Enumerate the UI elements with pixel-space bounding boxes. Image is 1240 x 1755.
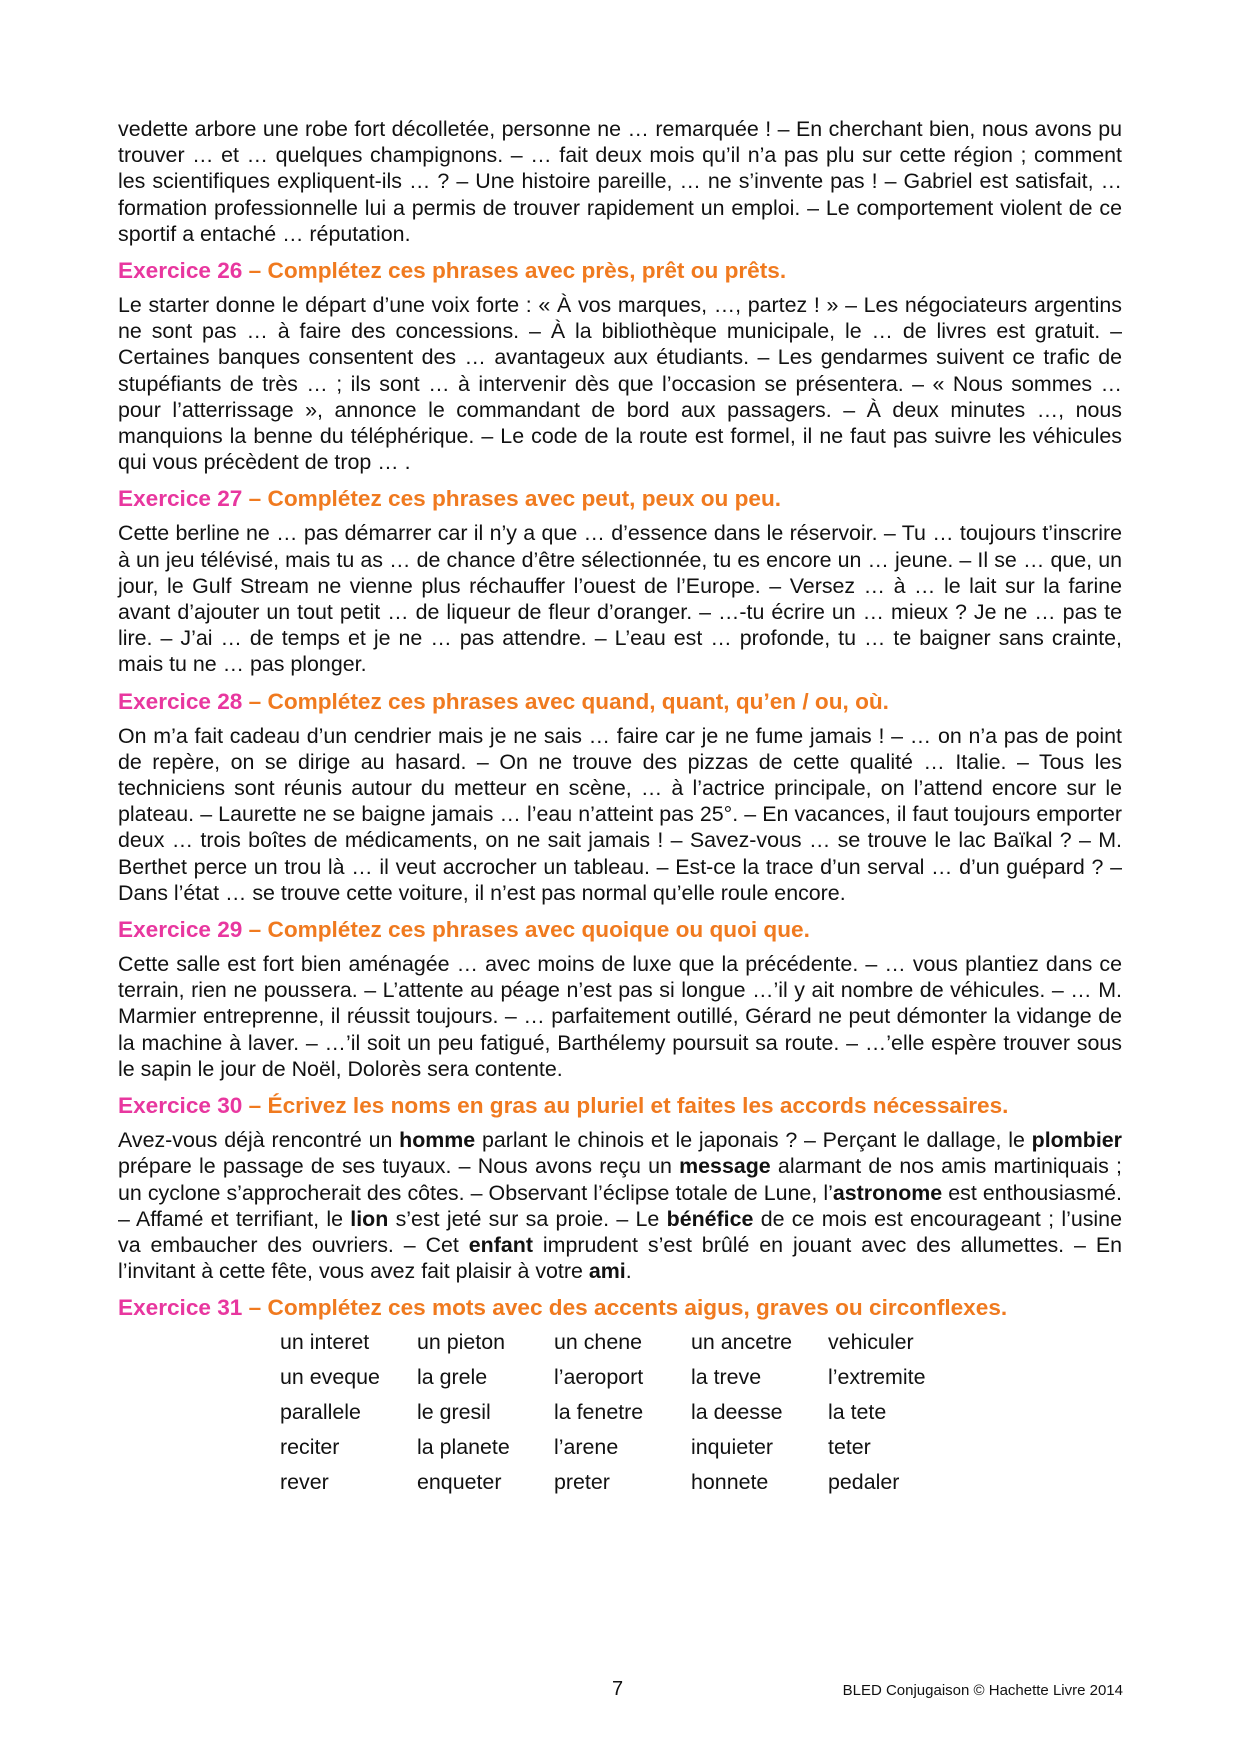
text-run: Cette berline ne … pas démarrer car il n’y a que … d’essence dans le réservoir. – Tu … toujours t’inscrire à un jeu télévisé, mais tu as … de chance d’être sélectionnée, tu es encore un … jeune. – Il se … que, un jour, le Gulf Stream ne vienne plus réchauffer l’ouest de l’Europe. – Versez … à … le lait sur la farine avant d’ajouter un tout petit … de liqueur de fleur d’oranger. – …-tu écrire un … mieux ? Je ne … pas te lire. – J’ai … de temps et je ne … pas attendre. – L’eau est … profonde, tu … te baigner sans crainte, mais tu ne … pas plonger. <box>118 521 1122 677</box>
exercise-body <box>118 951 1122 1082</box>
word-cell: parallele <box>280 1400 361 1425</box>
word-cell: un interet <box>280 1330 370 1355</box>
page-number: 7 <box>612 1678 624 1700</box>
exercise-title <box>118 916 1122 944</box>
word-cell: la deesse <box>691 1400 783 1425</box>
bold-noun: message <box>679 1154 771 1179</box>
text-run: On m’a fait cadeau d’un cendrier mais je ne sais … faire car je ne fume jamais ! – … on n’a pas de point de repère, on se dirige au hasard. – On ne trouve des pizzas de cette qualité … Italie. – Tous les techniciens sont réunis autour du metteur en scène, … à l’actrice principale, on l’attend encore sur le plateau. – Laurette ne se baigne jamais … l’eau n’atteint pas 25°. – En vacances, il faut toujours emporter deux … trois boîtes de médicaments, on ne sait jamais ! – Savez-vous … se trouve le lac Baïkal ? – M. Berthet perce un trou là … il veut accrocher un tableau. – Est-ce la trace d’un serval … d’un guépard ? – Dans l’état … se trouve cette voiture, il n’est pas normal qu’elle roule encore. <box>118 723 1122 905</box>
text-run: imprudent s’est brûlé en jouant avec des allumettes. – En l’invitant à cette fête, vous avez fait plaisir à votre <box>118 1232 1122 1284</box>
text-run: de ce mois est encourageant ; l’usine va embaucher des ouvriers. – Cet <box>118 1206 1122 1257</box>
exercise-section <box>118 916 1122 1082</box>
exercise-body <box>118 520 1122 677</box>
word-cell: la treve <box>691 1365 762 1390</box>
word-cell: un pieton <box>417 1330 506 1355</box>
exercise-number: Exercice 27 <box>118 486 243 512</box>
bold-noun: enfant <box>468 1232 533 1257</box>
exercise-instruction: – Complétez ces phrases avec près, prêt ou prêts. <box>242 258 787 284</box>
exercise-section <box>118 485 1122 677</box>
word-cell: l’aeroport <box>554 1365 644 1390</box>
bold-noun: plombier <box>1031 1128 1122 1153</box>
exercise-title <box>118 485 1122 513</box>
word-cell: preter <box>554 1470 610 1495</box>
exercise-number: Exercice 30 <box>118 1093 243 1119</box>
word-cell: le gresil <box>417 1400 491 1425</box>
word-cell: la tete <box>828 1400 887 1425</box>
exercise-body <box>118 292 1122 475</box>
text-run: parlant le chinois et le japonais ? – Perçant le dallage, le <box>475 1128 1032 1153</box>
text-run: vedette arbore une robe fort décolletée, personne ne … remarquée ! – En cherchant bien, nous avons pu trouver … et … quelques champignons. – … fait deux mois qu’il n’a pas plu sur cette région ; comment les scientifiques expliquent-ils … ? – Une histoire pareille, … ne s’invente pas ! – Gabriel est satisfait, … formation professionnelle lui a permis de trouver rapidement un emploi. – Le comportement violent de ce sportif a entaché … réputation. <box>118 117 1122 246</box>
word-cell: teter <box>828 1435 871 1460</box>
bold-noun: bénéfice <box>666 1206 754 1231</box>
exercise-title <box>118 257 1122 285</box>
word-cell: un chene <box>554 1330 643 1355</box>
word-cell: enqueter <box>417 1470 502 1495</box>
bold-noun: homme <box>399 1128 476 1153</box>
exercise-title <box>118 1092 1122 1120</box>
word-cell: un eveque <box>280 1365 380 1390</box>
document-page <box>118 116 1122 1495</box>
word-cell: l’extremite <box>828 1365 926 1390</box>
exercise-number: Exercice 31 <box>118 1295 243 1321</box>
intro-paragraph <box>118 116 1122 247</box>
page-footer <box>0 1678 1240 1708</box>
word-cell: reciter <box>280 1435 340 1460</box>
exercise-section <box>118 1092 1122 1284</box>
text-run: Cette salle est fort bien aménagée … avec moins de luxe que la précédente. – … vous plantiez dans ce terrain, rien ne poussera. – L’attente au péage n’est pas si longue …’il y ait nombre de véhicules. – … M. Marmier entreprenne, il réussit toujours. – … parfaitement outillé, Gérard ne peut démonter la vidange de la machine à laver. – …’il soit un peu fatigué, Barthélemy poursuit sa route. – …’elle espère trouver sous le sapin le jour de Noël, Dolorès sera contente. <box>118 952 1122 1081</box>
word-cell: la fenetre <box>554 1400 644 1425</box>
exercise-body <box>118 723 1122 906</box>
text-run: . <box>625 1259 632 1284</box>
bold-noun: ami <box>588 1259 626 1284</box>
text-run: alarmant de nos amis martiniquais ; un cyclone s’approcherait des côtes. – Observant l’éclipse totale de Lune, l’ <box>118 1154 1122 1205</box>
text-run: est enthousiasmé. – Affamé et terrifiant, le <box>118 1180 1123 1231</box>
text-run: prépare le passage de ses tuyaux. – Nous avons reçu un <box>118 1154 680 1179</box>
bold-noun: astronome <box>832 1180 943 1205</box>
exercise-section <box>118 688 1122 906</box>
exercise-instruction: – Complétez ces phrases avec quoique ou quoi que. <box>242 917 810 943</box>
exercise-number: Exercice 29 <box>118 917 243 943</box>
text-run: Avez-vous déjà rencontré un <box>118 1128 400 1153</box>
word-cell: pedaler <box>828 1470 900 1495</box>
exercise-instruction: – Complétez ces phrases avec quand, quant, qu’en / ou, où. <box>242 688 889 714</box>
exercise-instruction: – Complétez ces mots avec des accents aigus, graves ou circonflexes. <box>242 1295 1008 1321</box>
exercise-section <box>118 1294 1122 1495</box>
exercise-number: Exercice 28 <box>118 688 243 714</box>
exercise-section <box>118 257 1122 475</box>
exercise-body <box>118 1127 1122 1284</box>
word-cell: vehiculer <box>828 1330 914 1355</box>
word-cell: la grele <box>417 1365 488 1390</box>
exercise-title <box>118 688 1122 716</box>
text-run: s’est jeté sur sa proie. – Le <box>388 1206 667 1231</box>
word-grid <box>280 1329 1122 1495</box>
text-run: Le starter donne le départ d’une voix forte : « À vos marques, …, partez ! » – Les négociateurs argentins ne sont pas … à faire des concessions. – À la bibliothèque municipale, le … de livres est gratuit. – Certaines banques consentent des … avantageux aux étudiants. – Les gendarmes suivent ce trafic de stupéfiants de très … ; ils sont … à intervenir dès que l’occasion se présentera. – « Nous sommes … pour l’atterrissage », annonce le commandant de bord aux passagers. – À deux minutes …, nous manquions la benne du téléphérique. – Le code de la route est formel, il ne faut pas suivre les véhicules qui vous précèdent de trop … . <box>118 293 1122 475</box>
word-cell: l’arene <box>554 1435 619 1460</box>
exercise-instruction: – Complétez ces phrases avec peut, peux ou peu. <box>242 486 782 512</box>
word-cell: honnete <box>691 1470 769 1495</box>
word-cell: rever <box>280 1470 329 1495</box>
bold-noun: lion <box>350 1206 389 1231</box>
exercise-number: Exercice 26 <box>118 258 243 284</box>
copyright-notice: BLED Conjugaison © Hachette Livre 2014 <box>842 1682 1123 1699</box>
exercise-instruction: – Écrivez les noms en gras au pluriel et faites les accords nécessaires. <box>242 1093 1009 1119</box>
exercise-title <box>118 1294 1122 1322</box>
word-cell: la planete <box>417 1435 510 1460</box>
word-cell: inquieter <box>691 1435 774 1460</box>
exercise-list <box>118 257 1122 1495</box>
word-cell: un ancetre <box>691 1330 793 1355</box>
